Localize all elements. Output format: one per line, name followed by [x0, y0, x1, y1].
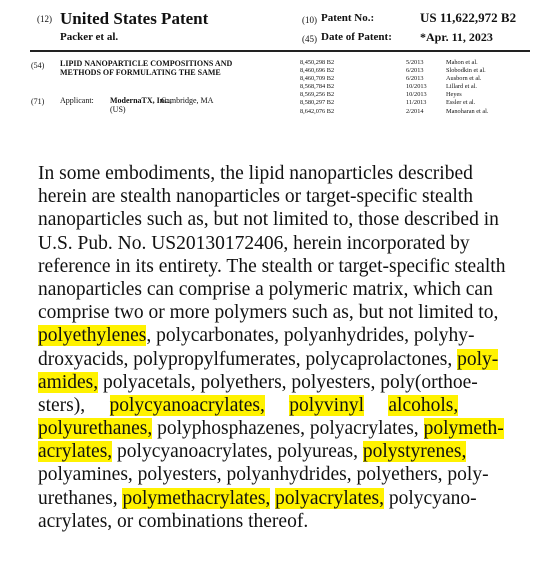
paragraph-line — [38, 301, 505, 324]
applicant-country: (US) — [110, 105, 126, 114]
patent-no-code: (10) — [302, 15, 317, 25]
citation-number: 8,450,298 B2 — [300, 59, 335, 66]
citation-date: 5/2013 — [406, 59, 424, 66]
highlighted-term: polyvinyl — [289, 394, 365, 416]
text-segment: polyphosphazenes, polyacrylates, — [152, 418, 424, 440]
patent-title: United States Patent — [60, 9, 209, 28]
applicant-field-code: (71) — [31, 97, 45, 106]
applicant-label: Applicant: — [60, 96, 94, 105]
citation-author: Mahon et al. — [446, 59, 478, 66]
paragraph-line — [38, 371, 505, 394]
text-segment: sters), — [38, 394, 110, 416]
citation-row — [300, 83, 540, 91]
citation-number: 8,580,297 B2 — [300, 99, 335, 107]
highlighted-term: polyacrylates, — [275, 487, 385, 509]
text-segment: U.S. Pub. No. US20130172406, herein incorporated by — [38, 232, 470, 254]
text-segment: , polycarbonates, polyanhydrides, polyhy- — [146, 325, 475, 347]
applicant-location: Cambridge, MA — [161, 96, 214, 105]
citation-row — [300, 67, 540, 75]
text-segment: urethanes, — [38, 487, 123, 509]
highlighted-term: poly- — [457, 348, 499, 370]
text-segment: In some embodiments, the lipid nanoparticles described — [38, 163, 473, 184]
text-segment — [364, 395, 388, 416]
highlighted-term: polymethacrylates, — [122, 487, 271, 509]
citation-row — [300, 108, 540, 116]
highlighted-term: alcohols, — [388, 394, 459, 416]
paragraph-line — [38, 487, 505, 510]
citation-row — [300, 91, 540, 99]
citation-author: Essler et al. — [446, 99, 476, 107]
highlighted-term: polyurethanes, — [38, 418, 153, 440]
text-segment: nanoparticles such as, but not limited to, those described in — [38, 209, 499, 231]
citation-author: Slobodkin et al. — [446, 67, 486, 75]
citation-number: 8,460,696 B2 — [300, 67, 335, 75]
text-segment: nanoparticles can comprise a polymeric matrix, which can — [38, 278, 493, 300]
text-segment: herein are stealth nanoparticles or target-specific stealth — [38, 186, 473, 208]
citation-author: Manoharan et al. — [446, 107, 489, 115]
citation-number: 8,569,256 B2 — [300, 91, 335, 99]
citation-date: 6/2013 — [406, 67, 424, 75]
paragraph-line — [38, 348, 505, 371]
text-segment: acrylates, or combinations thereof. — [38, 510, 309, 532]
description-paragraph — [38, 162, 505, 533]
title-field-code: (54) — [31, 61, 45, 70]
patent-no-label: Patent No.: — [321, 12, 375, 24]
citation-date: 2/2014 — [406, 107, 424, 115]
highlighted-term: amides, — [38, 371, 99, 393]
paragraph-line — [38, 162, 505, 185]
citation-date: 6/2013 — [406, 75, 424, 83]
paragraph-line — [38, 208, 505, 231]
paragraph-line — [38, 324, 505, 347]
paragraph-line — [38, 232, 505, 255]
paragraph-line — [38, 278, 505, 301]
highlighted-term: polyethylenes — [38, 325, 147, 347]
citation-row — [300, 99, 540, 107]
citation-row — [300, 75, 540, 83]
invention-title: LIPID NANOPARTICLE COMPOSITIONS AND METHODS OF FORMULATING THE SAME — [60, 59, 233, 77]
citations-table — [300, 59, 540, 116]
citation-date: 10/2013 — [406, 91, 427, 99]
highlighted-term: acrylates, — [38, 441, 113, 463]
text-segment — [265, 395, 289, 416]
header-rule — [30, 50, 530, 52]
citation-number: 8,568,784 B2 — [300, 83, 335, 91]
paragraph-line — [38, 440, 505, 463]
inventor-name: Packer et al. — [60, 31, 119, 43]
date-value: *Apr. 11, 2023 — [420, 30, 493, 44]
text-segment: comprise two or more polymers such as, but not limited to, — [38, 302, 499, 324]
paragraph-line — [38, 394, 505, 417]
citation-number: 8,642,076 B2 — [300, 107, 335, 115]
citation-author: Lillard et al. — [446, 83, 477, 91]
citation-author: Ausborn et al. — [446, 75, 482, 83]
text-segment: polyacetals, polyethers, polyesters, poly(orthoe- — [98, 371, 478, 393]
text-segment: polycyanoacrylates, polyureas, — [112, 441, 363, 463]
citation-number: 8,460,709 B2 — [300, 75, 335, 83]
patent-type-code: (12) — [37, 14, 52, 24]
date-label: Date of Patent: — [321, 31, 392, 43]
highlighted-term: polystyrenes, — [362, 441, 467, 463]
citation-date: 10/2013 — [406, 83, 427, 91]
paragraph-line — [38, 463, 505, 486]
text-segment: droxyacids, polypropylfumerates, polycaprolactones, — [38, 348, 458, 370]
citation-row — [300, 59, 540, 67]
paragraph-line — [38, 510, 505, 533]
citation-date: 11/2013 — [406, 99, 427, 107]
highlighted-term: polycyanoacrylates, — [109, 394, 265, 416]
text-segment: polycyano- — [384, 487, 477, 509]
paragraph-line — [38, 417, 505, 440]
text-segment: polyamines, polyesters, polyanhydrides, polyethers, poly- — [38, 464, 489, 486]
paragraph-line — [38, 255, 505, 278]
date-code: (45) — [302, 34, 317, 44]
highlighted-term: polymeth- — [423, 418, 504, 440]
paragraph-line — [38, 185, 505, 208]
citation-author: Heyes — [446, 91, 462, 99]
text-segment: reference in its entirety. The stealth or target-specific stealth — [38, 255, 506, 277]
applicant-name: ModernaTX, Inc., — [110, 96, 172, 105]
patent-no-value: US 11,622,972 B2 — [420, 10, 517, 25]
